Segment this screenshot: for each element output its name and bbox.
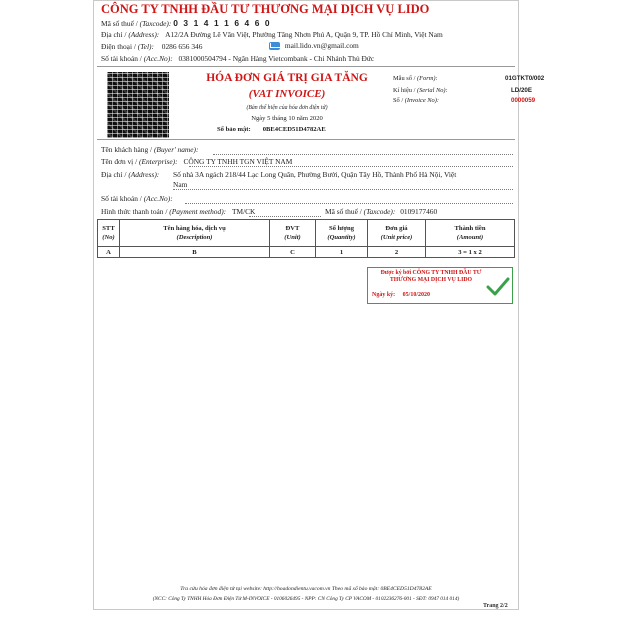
serial-label: Kí hiệu / bbox=[393, 87, 416, 94]
header-divider bbox=[97, 66, 515, 67]
secret-code-value: 0BE4CED51D4782AE bbox=[262, 126, 326, 133]
seller-address-label: Địa chỉ / bbox=[101, 30, 127, 39]
buyer-name-label-en: (Buyer' name): bbox=[153, 145, 199, 154]
digital-signature-box bbox=[367, 267, 513, 304]
table-row bbox=[98, 247, 515, 258]
seller-phone-label: Điện thoại / bbox=[101, 42, 136, 51]
payment-label-en: (Payment method): bbox=[169, 207, 227, 216]
invoice-title: HÓA ĐƠN GIÁ TRỊ GIA TĂNG bbox=[206, 72, 368, 84]
payment-line bbox=[249, 216, 321, 217]
seller-email-row bbox=[269, 41, 359, 50]
invoice-page bbox=[93, 0, 545, 618]
invoice-subtitle: (VAT INVOICE) bbox=[248, 88, 326, 100]
buyer-name-label: Tên khách hàng / bbox=[101, 145, 153, 154]
signature-date: 05/10/2020 bbox=[402, 292, 431, 298]
table-header-row bbox=[98, 220, 515, 247]
items-table bbox=[97, 219, 515, 258]
number-label: Số / bbox=[393, 97, 404, 104]
col-unit-price: Đơn giá (Unit price) bbox=[368, 220, 426, 247]
buyer-taxcode-label: Mã số thuế / bbox=[325, 207, 362, 216]
number-value: 0000059 bbox=[511, 97, 536, 104]
form-label-en: (Form): bbox=[416, 75, 438, 82]
invoice-form-row bbox=[393, 75, 545, 82]
seller-taxcode-label-en: (Taxcode): bbox=[139, 19, 172, 28]
buyer-address-line2: Nam bbox=[173, 180, 188, 189]
seller-email[interactable]: mail.lido.vn@gmail.com bbox=[284, 41, 359, 50]
buyer-account-label: Số tài khoản / bbox=[101, 194, 142, 203]
seller-address-row bbox=[101, 30, 443, 39]
seller-address-label-en: (Address): bbox=[128, 30, 160, 39]
seller-address: A12/2A Đường Lê Văn Việt, Phường Tăng Nhơn Phú A, Quận 9, TP. Hồ Chí Minh, Việt Nam bbox=[165, 30, 443, 39]
secret-code-label: Số bảo mật: bbox=[217, 126, 251, 133]
company-logo bbox=[107, 72, 169, 138]
table-cell: 1 bbox=[316, 247, 368, 258]
invoice-secret-code bbox=[217, 126, 326, 133]
seller-taxcode: 0 3 1 4 1 1 6 4 6 0 bbox=[173, 18, 272, 28]
buyer-taxcode-row bbox=[325, 207, 437, 216]
seller-account-label-en: (Acc.No): bbox=[143, 54, 173, 63]
buyer-enterprise-line bbox=[189, 166, 513, 167]
table-cell: B bbox=[120, 247, 270, 258]
buyer-address-row bbox=[101, 170, 159, 179]
col-unit: ĐVT (Unit) bbox=[270, 220, 316, 247]
seller-phone-label-en: (Tel): bbox=[137, 42, 154, 51]
seller-account-label: Số tài khoản / bbox=[101, 54, 142, 63]
buyer-enterprise: CÔNG TY TNHH TGN VIỆT NAM bbox=[183, 157, 293, 166]
number-label-en: (Invoice No): bbox=[404, 97, 439, 104]
invoice-note: (Bản thể hiện của hóa đơn điện tử) bbox=[246, 105, 328, 111]
buyer-name-line bbox=[213, 154, 513, 155]
seller-account: 0381000504794 - Ngân Hàng Vietcombank - Chi Nhánh Thủ Đức bbox=[178, 54, 375, 63]
invoice-number-row bbox=[393, 97, 536, 104]
checkmark-icon bbox=[486, 276, 510, 298]
buyer-address-line bbox=[173, 189, 513, 190]
title-divider bbox=[97, 139, 515, 140]
buyer-address-line1: Số nhà 3A ngách 218/44 Lạc Long Quân, Phường Bưởi, Quận Tây Hồ, Thành Phố Hà Nội, Việt bbox=[173, 170, 457, 179]
buyer-enterprise-label-en: (Enterprise): bbox=[139, 157, 178, 166]
mail-icon bbox=[269, 42, 280, 50]
seller-phone: 0286 656 346 bbox=[161, 42, 203, 51]
col-amount: Thành tiền (Amount) bbox=[426, 220, 515, 247]
buyer-payment-row bbox=[101, 207, 255, 216]
seller-name: CÔNG TY TNHH ĐẦU TƯ THƯƠNG MẠI DỊCH VỤ LIDO bbox=[101, 2, 430, 16]
signature-date-row bbox=[372, 292, 430, 298]
table-cell: A bbox=[98, 247, 120, 258]
payment-method: TM/CK bbox=[231, 207, 256, 216]
invoice-date: Ngày 5 tháng 10 năm 2020 bbox=[251, 115, 323, 122]
buyer-enterprise-label: Tên đơn vị / bbox=[101, 157, 138, 166]
col-description: Tên hàng hóa, dịch vụ (Description) bbox=[120, 220, 270, 247]
table-cell: 2 bbox=[368, 247, 426, 258]
payment-label: Hình thức thanh toán / bbox=[101, 207, 168, 216]
form-value: 01GTKT0/002 bbox=[505, 75, 545, 82]
page-number: Trang 2/2 bbox=[483, 603, 508, 609]
buyer-account-row bbox=[101, 194, 173, 203]
serial-label-en: (Serial No): bbox=[416, 87, 448, 94]
buyer-taxcode-label-en: (Taxcode): bbox=[363, 207, 396, 216]
footer-provider: (NCC: Công Ty TNHH Hóa Đơn Điện Tử M-INVOICE - 0106026495 - NPP: CN Công Ty CP VACOM - 0102236276-001 - SĐT: 0947 014 014) bbox=[152, 596, 460, 602]
col-no: STT (No) bbox=[98, 220, 120, 247]
buyer-taxcode: 0109177460 bbox=[400, 207, 438, 216]
signature-date-label: Ngày ký: bbox=[372, 292, 396, 298]
buyer-account-line bbox=[185, 203, 513, 204]
seller-phone-row bbox=[101, 42, 202, 51]
buyer-account-label-en: (Acc.No): bbox=[143, 194, 173, 203]
buyer-address-label-en: (Address): bbox=[128, 170, 160, 179]
buyer-enterprise-row bbox=[101, 157, 292, 166]
serial-value: LD/20E bbox=[511, 87, 532, 94]
table-cell: 3 = 1 x 2 bbox=[426, 247, 515, 258]
buyer-address-label: Địa chỉ / bbox=[101, 170, 127, 179]
signature-signer: Được ký bởi CÔNG TY TNHH ĐẦU TƯ THƯƠNG MẠI DỊCH VỤ LIDO bbox=[380, 270, 482, 283]
seller-taxcode-row bbox=[101, 18, 271, 28]
form-label: Mẫu số / bbox=[393, 75, 416, 82]
col-quantity: Số lượng (Quantity) bbox=[316, 220, 368, 247]
invoice-serial-row bbox=[393, 87, 532, 94]
seller-taxcode-label: Mã số thuế / bbox=[101, 19, 138, 28]
footer-lookup: Tra cứu hóa đơn điện tử tại website: http://hoadondientu.vacom.vn Theo mã số bảo mật: 0BE4CED51D4782AE bbox=[180, 586, 432, 592]
table-cell: C bbox=[270, 247, 316, 258]
seller-account-row bbox=[101, 54, 374, 63]
buyer-name-row bbox=[101, 145, 198, 154]
